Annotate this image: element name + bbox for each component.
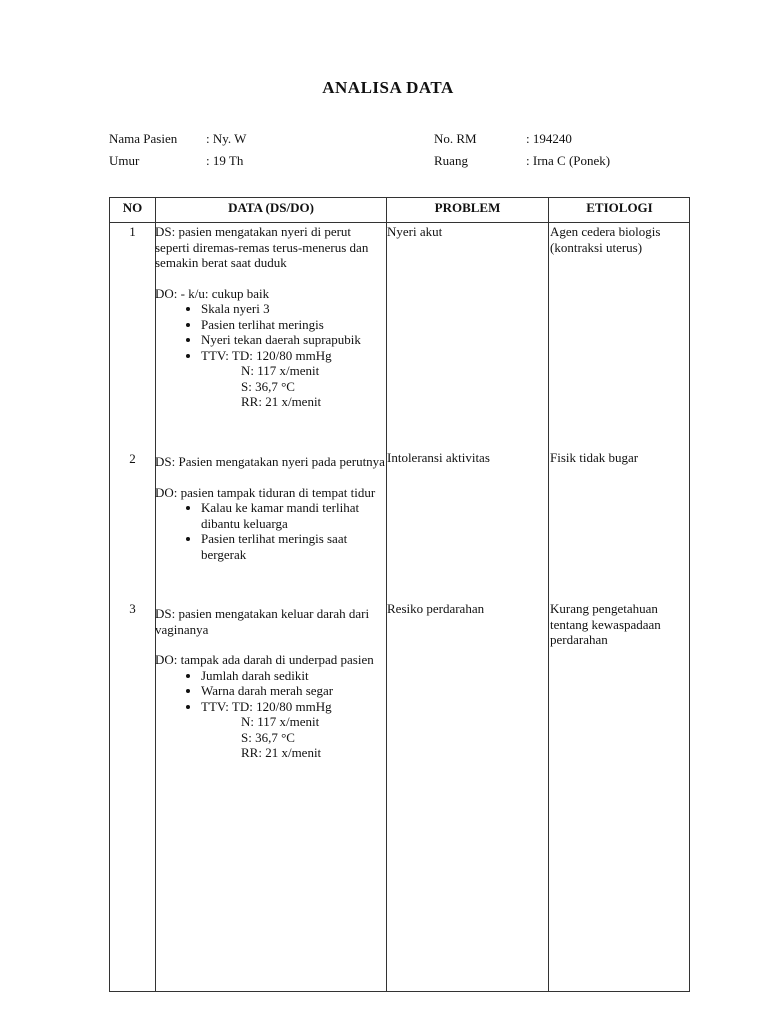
- row-1-do: DO: - k/u: cukup baik: [155, 285, 270, 301]
- row-2-do: DO: pasien tampak tiduran di tempat tidur: [155, 484, 376, 500]
- row-1-ds: DS: pasien mengatakan nyeri di perut seperti diremas-remas terus-menerus dan semakin berat saat duduk: [155, 224, 369, 270]
- patient-name-value: : Ny. W: [206, 131, 247, 146]
- page-title: ANALISA DATA: [322, 78, 454, 97]
- list-item: • Pasien terlihat meringis: [201, 317, 385, 333]
- vital-line: N: 117 x/menit: [241, 714, 320, 729]
- row-2-ds: DS: Pasien mengatakan nyeri pada perutnya: [155, 454, 385, 469]
- list-item: • Kalau ke kamar mandi terlihat dibantu keluarga: [201, 500, 385, 531]
- vital-line: RR: 21 x/menit: [241, 394, 322, 409]
- row-3-data: [155, 606, 385, 761]
- row-3-bullets: [155, 668, 385, 715]
- row-3-etiologi: Kurang pengetahuan tentang kewaspadaan perdarahan: [550, 601, 661, 647]
- row-2-etiologi: Fisik tidak bugar: [550, 450, 639, 465]
- row-1-etiologi: Agen cedera biologis (kontraksi uterus): [550, 224, 661, 255]
- vital-line: S: 36,7 °C: [241, 378, 295, 394]
- vital-line: RR: 21 x/menit: [241, 745, 322, 760]
- header-etiologi: ETIOLOGI: [586, 200, 653, 215]
- row-3-no: 3: [129, 601, 136, 616]
- row-1-no: 1: [129, 224, 136, 239]
- room-label: Ruang: [434, 153, 468, 168]
- patient-age-value: : 19 Th: [206, 153, 244, 168]
- row-1-problem: Nyeri akut: [387, 224, 443, 239]
- header-data: DATA (DS/DO): [228, 200, 314, 215]
- row-2-bullets: [155, 500, 385, 562]
- header-problem: PROBLEM: [434, 200, 501, 215]
- row-2-no: 2: [129, 451, 136, 466]
- rm-label: No. RM: [434, 131, 477, 146]
- rm-value: : 194240: [526, 131, 572, 146]
- list-item: • Warna darah merah segar: [201, 683, 385, 699]
- list-item: • Jumlah darah sedikit: [201, 668, 385, 684]
- patient-name-label: Nama Pasien: [109, 131, 178, 146]
- row-3-do: DO: tampak ada darah di underpad pasien: [155, 652, 374, 667]
- list-item: • TTV: TD: 120/80 mmHg: [201, 699, 385, 715]
- row-3-problem: Resiko perdarahan: [387, 601, 485, 616]
- row-1-bullets: [155, 301, 385, 363]
- list-item: • Nyeri tekan daerah suprapubik: [201, 332, 385, 348]
- list-item: • Skala nyeri 3: [201, 301, 385, 317]
- patient-age-label: Umur: [109, 153, 140, 168]
- vital-line: S: 36,7 °C: [241, 729, 295, 745]
- row-1-data: [155, 224, 385, 410]
- column-divider: [386, 198, 387, 991]
- analysis-table: [109, 197, 690, 992]
- row-2-problem: Intoleransi aktivitas: [387, 450, 490, 465]
- column-divider: [548, 198, 549, 991]
- header-no: NO: [122, 200, 143, 215]
- header-divider: [110, 222, 689, 223]
- room-value: : Irna C (Ponek): [526, 153, 611, 168]
- row-3-ds: DS: pasien mengatakan keluar darah dari vaginanya: [155, 606, 370, 637]
- vital-line: N: 117 x/menit: [241, 363, 320, 378]
- list-item: • Pasien terlihat meringis saat bergerak: [201, 531, 385, 562]
- row-2-data: [155, 454, 385, 562]
- list-item: • TTV: TD: 120/80 mmHg: [201, 348, 385, 364]
